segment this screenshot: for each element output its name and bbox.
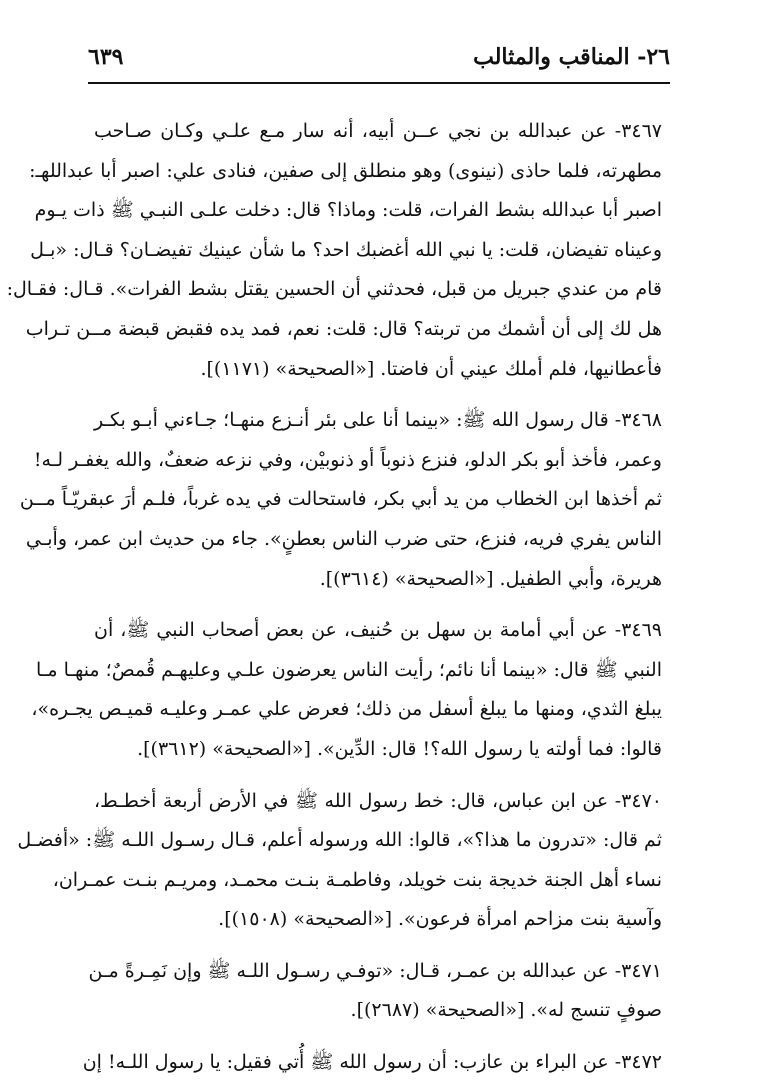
text-line: وعمر، فأخذ أبو بكر الدلو، فنزع ذنوباً أو ذنوبيْن، وفي نزعه ضعفٌ، والله يغفـر لـه! [33, 448, 662, 471]
hadith-3471 [88, 952, 662, 1031]
text-line: مطهرته، فلما حاذى (نينوى) وهو منطلق إلى صفين، فنادى علي: اصبر أبا عبداللهـ: [29, 159, 662, 182]
text-line: فأعطانيها، فلم أملك عيني أن فاضتا. [«الصحيحة» (١١٧١)]. [200, 357, 662, 380]
text-line: وعيناه تفيضان، قلت: يا نبي الله أغضبك احد؟ ما شأن عينيك تفيضـان؟ قـال: «بـل [30, 238, 662, 261]
text-line: الناس يفري فريه، فنزع، حتى ضرب الناس بعطنٍ». جاء من حديث ابن عمر، وأبـي [25, 527, 662, 550]
text-line: ثم قال: «تدرون ما هذا؟»، قالوا: الله ورسوله أعلم، قـال رسـول اللـه ﷺ: «أفضـل [17, 829, 662, 852]
text-line: ٣٤٦٨- قال رسول الله ﷺ: «بينما أنا على بئر أنـزع منهـا؛ جـاءني أبـو بكـر [94, 409, 663, 432]
text-line: صوفٍ تنسج له». [«الصحيحة» (٢٦٨٧)]. [350, 999, 662, 1022]
text-line: ٣٤٧٠- عن ابن عباس، قال: خط رسول الله ﷺ في الأرض أربعة أخطـط، [94, 789, 662, 812]
page-header [88, 40, 670, 80]
text-line: هريرة، وأبي الطفيل. [«الصحيحة» (٣٦١٤)]. [319, 567, 662, 590]
header-divider [88, 82, 670, 84]
text-line: ثم أخذها ابن الخطاب من يد أبي بكر، فاستحالت في يده غرباً، فلـم أرَ عبقريّـاً مــن [19, 488, 662, 511]
hadith-3469 [31, 611, 662, 769]
hadith-3472 [82, 1043, 662, 1083]
chapter-title: ٢٦- المناقب والمثالب [473, 44, 670, 70]
hadith-3470 [17, 782, 662, 940]
text-line: ٣٤٧١- عن عبدالله بن عمـر، قـال: «توفـي رسـول اللـه ﷺ وإن نَمِـرةً مـن [88, 959, 662, 982]
hadith-3468 [19, 401, 663, 599]
text-line: النبي ﷺ قال: «بينما أنا نائم؛ رأيت الناس يعرضون علـي وعليهـم قُمصٌ؛ منهـا مـا [36, 658, 662, 681]
text-line: ٣٤٦٩- عن أبي أمامة بن سهل بن حُنيف، عن بعض أصحاب النبي ﷺ، أن [94, 619, 662, 642]
text-line: نساء أهل الجنة خديجة بنت خويلد، وفاطمـة بنـت محمـد، ومريـم بنـت عمـران، [52, 868, 662, 891]
hadith-3467 [6, 112, 662, 389]
text-line: هل لك إلى أن أشمك من تربته؟ قال: قلت: نعم، فمد يده فقبض قبضة مــن تـراب [25, 317, 662, 340]
text-line: وآسية بنت مزاحم امرأة فرعون». [«الصحيحة» (١٥٠٨)]. [218, 908, 662, 931]
text-line: قالوا: فما أولته يا رسول الله؟! قال: الدِّين». [«الصحيحة» (٣٦١٢)]. [137, 737, 662, 760]
text-line: ٣٤٧٢- عن البراء بن عازب: أن رسول الله ﷺ أُتي فقيل: يا رسول اللـه! إن [82, 1051, 662, 1074]
page-number: ٦٣٩ [88, 44, 124, 70]
text-line: اصبر أبا عبدالله بشط الفرات، قلت: وماذا؟ قال: دخلت علـى النبـي ﷺ ذات يـوم [34, 199, 662, 222]
text-line: ٣٤٦٧- عن عبدالله بن نجي عــن أبيه، أنه سار مـع علـي وكـان صـاحب [94, 120, 662, 142]
text-line: يبلغ الثدي، ومنها ما يبلغ أسفل من ذلك؛ فعرض علي عمـر وعليـه قميـص يجـره»، [31, 698, 662, 721]
text-line: قام من عندي جبريل من قبل، فحدثني أن الحسين يقتل بشط الفرات». قـال: فقـال: [6, 278, 662, 301]
page-body [6, 112, 663, 1083]
